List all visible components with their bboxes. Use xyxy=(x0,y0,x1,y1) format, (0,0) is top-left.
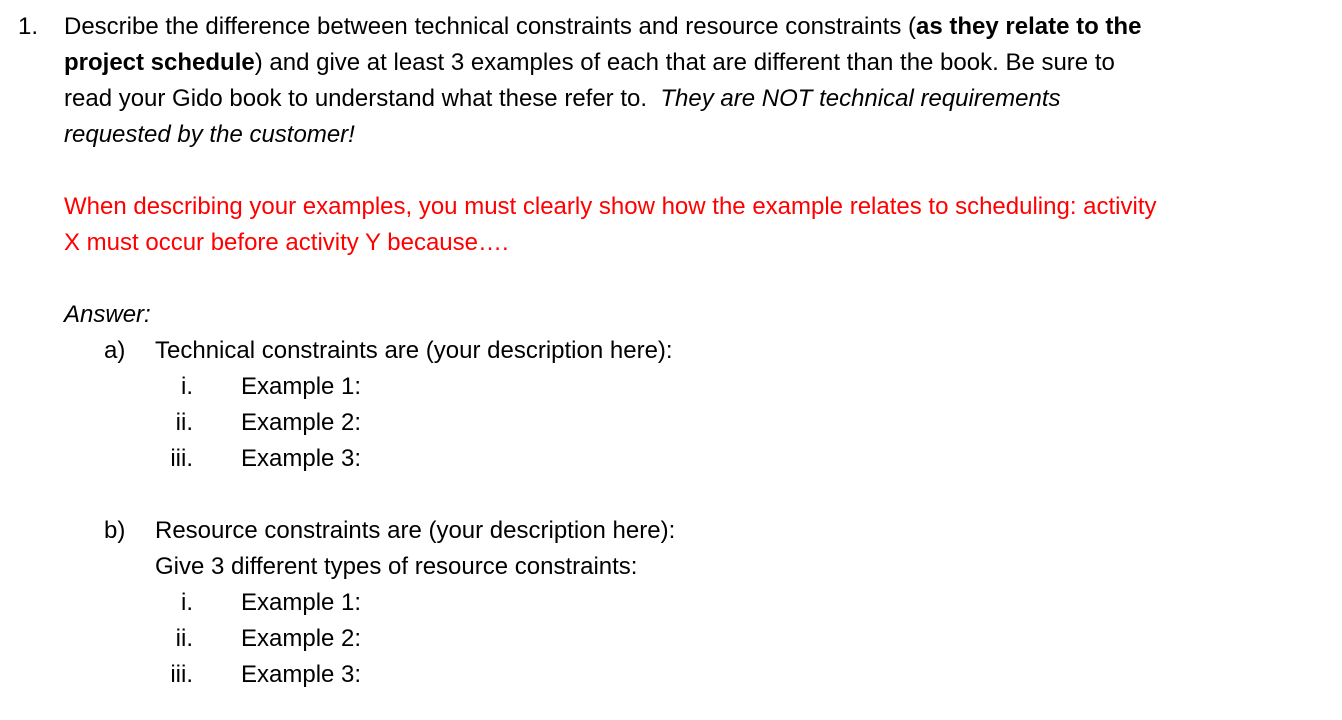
answer-label: Answer: xyxy=(64,301,151,328)
list-item-label: Example 3: xyxy=(241,661,362,688)
text-segment: requested by the customer! xyxy=(64,121,355,148)
list-item-label: Example 2: xyxy=(241,625,362,652)
text-line xyxy=(0,45,1342,81)
note-paragraph xyxy=(0,189,1342,261)
section-subheading: Give 3 different types of resource constraints: xyxy=(155,553,638,580)
section-heading-text: Resource constraints are (your description here): xyxy=(155,517,676,544)
answer-section xyxy=(0,333,1342,477)
list-item-marker: ii. xyxy=(175,409,193,436)
section-heading-text: Technical constraints are (your description here): xyxy=(155,337,673,364)
text-segment: ) and give at least 3 examples of each that are different than the book. Be sure to xyxy=(254,49,1115,76)
list-item xyxy=(0,441,1342,477)
list-item-label: Example 3: xyxy=(241,445,362,472)
list-item-marker: i. xyxy=(181,373,193,400)
text-segment: They are NOT technical requirements xyxy=(660,85,1061,112)
question-number: 1. xyxy=(18,13,39,40)
list-item-label: Example 1: xyxy=(241,373,362,400)
list-item xyxy=(0,369,1342,405)
text-segment: as they relate to the xyxy=(916,13,1142,40)
note-line: X must occur before activity Y because…. xyxy=(64,229,509,256)
list-item-marker: iii. xyxy=(170,445,193,472)
answer-sections xyxy=(0,333,1342,693)
text-line xyxy=(0,9,1342,45)
section-marker: b) xyxy=(104,517,126,544)
section-heading xyxy=(0,333,1342,369)
list-item xyxy=(0,621,1342,657)
list-item-label: Example 2: xyxy=(241,409,362,436)
list-item-marker: ii. xyxy=(175,625,193,652)
text-line xyxy=(0,81,1342,117)
answer-section xyxy=(0,513,1342,693)
list-item xyxy=(0,585,1342,621)
text-segment: Describe the difference between technical constraints and resource constraints ( xyxy=(64,13,917,40)
text-segment: read your Gido book to understand what these refer to. xyxy=(64,85,661,112)
list-item-label: Example 1: xyxy=(241,589,362,616)
list-item-marker: iii. xyxy=(170,661,193,688)
section-marker: a) xyxy=(104,337,126,364)
text-line xyxy=(0,117,1342,153)
question xyxy=(0,9,1342,153)
list-item xyxy=(0,405,1342,441)
section-heading xyxy=(0,513,1342,549)
note-line: When describing your examples, you must clearly show how the example relates to scheduling: activity xyxy=(64,193,1157,220)
list-item xyxy=(0,657,1342,693)
list-item-marker: i. xyxy=(181,589,193,616)
text-segment: project schedule xyxy=(64,49,255,76)
